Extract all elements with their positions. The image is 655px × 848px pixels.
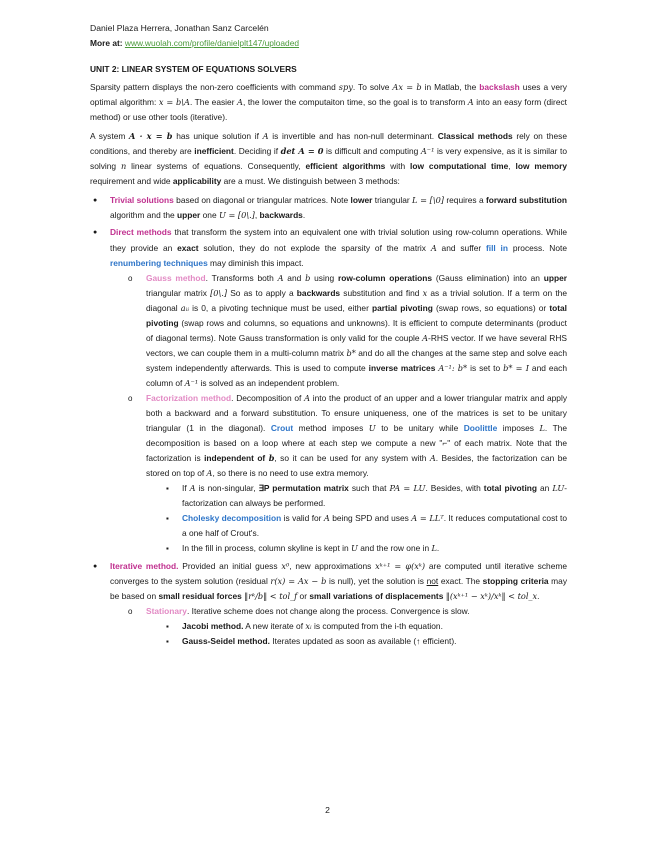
list-item-gauss: o Gauss method. Transforms both A and b using row-column operations (Gauss elimination) into an upper triangular matrix [0\.] So as to apply a backwards substitution and find x as a trivial solution. If a term on the diagonal aᵢᵢ is 0, a pivoting technique must be used, either partial pivoting (swap rows, so equations) or total pivoting (swap rows and columns, so equations and unknowns). It is efficient to compute determinants (product of diagonal terms). Note Gauss transformation is only valid for the couple A-RHS vector. If we have several RHS vectors, we can couple them in a multi-column matrix b* and do all the changes at the same step and solve each system independently afterwards. This is used to compute inverse matrices A⁻¹: b* is set to b* = I and each column of A⁻¹ is solved as an independent problem. (128, 271, 567, 391)
more-label: More at: (90, 38, 123, 48)
list-item-direct: ● Direct methods that transform the system into an equivalent one with trivial solution using row-column operations. While they provide an exact solution, they do not explode the sparsity of the matrix A and suffer fill in process. Note renumbering techniques may diminish this impact. o Gauss method. Transforms both A and b using row-column operations (Gauss elimination) into an upper triangular matrix [0\.] So as to apply a backwards substitution and find x as a trivial solution. If a term on the diagonal aᵢᵢ is 0, a pivoting technique must be used, either partial pivoting (swap rows, so equations) or total pivoting (swap rows and columns, so equations and unknowns). It is efficient to compute determinants (product of diagonal terms). Note Gauss transformation is only valid for the couple A-RHS vector. If we have several RHS vectors, we can couple them in a multi-column matrix b* and do all the changes at the same step and solve each system independently afterwards. This is used to compute inverse matrices A⁻¹: b* is set to b* = I and each column of A⁻¹ is solved as an independent problem. o Factorization method. Decomposition of A into the product of an upper and a lower triangular matrix and apply both a backward and a forward substitution. To ensure uniqueness, one of the matrices is set to be unitary triangular (1 in the diagonal). Crout method imposes U to be unitary while Doolittle imposes L. The decomposition is based on a loop where at each step we compute a new "⌐" of each matrix. Note that the factorization is independent of b, so it can be used for any system with A. Besides, the factorization can be stored on top of A, so there is no need to use extra memory. ▪ If A is non-singular, ∃P permutation matrix such that PA = LU. Besides, with total pivoting an LU-factorization can always be performed. ▪ Cholesky decomposition is valid for A being SPD and uses A = LLᵀ. It reduces computational cost to a one half of Crout's. ▪ In the fill in process, column skyline is kept in U and the row one in L. (90, 225, 567, 556)
document-body (90, 62, 567, 651)
page-number: 2 (325, 805, 330, 815)
list-item-trivial: ● Trivial solutions based on diagonal or triangular matrices. Note lower triangular L = [\0] requires a forward substitution algorithm and the upper one U = [0\.], backwards. (90, 193, 567, 223)
paragraph-sparsity: Sparsity pattern displays the non-zero coefficients with command spy. To solve Ax = b in Matlab, the backslash uses a very optimal algorithm: x = b\A. The easier A, the lower the computaiton time, so the goal is to transform A into an easy form (direct method) or use other tools (iterative). (90, 82, 567, 123)
list-item-factorization: o Factorization method. Decomposition of A into the product of an upper and a lower triangular matrix and apply both a backward and a forward substitution. To ensure uniqueness, one of the matrices is set to be unitary triangular (1 in the diagonal). Crout method imposes U to be unitary while Doolittle imposes L. The decomposition is based on a loop where at each step we compute a new "⌐" of each matrix. Note that the factorization is independent of b, so it can be used for any system with A. Besides, the factorization can be stored on top of A, so there is no need to use extra memory. ▪ If A is non-singular, ∃P permutation matrix such that PA = LU. Besides, with total pivoting an LU-factorization can always be performed. ▪ Cholesky decomposition is valid for A being SPD and uses A = LLᵀ. It reduces computational cost to a one half of Crout's. ▪ In the fill in process, column skyline is kept in U and the row one in L. (128, 391, 567, 557)
header-authors: Daniel Plaza Herrera, Jonathan Sanz Carcelén (90, 23, 269, 33)
header-more (90, 38, 299, 48)
profile-link[interactable]: www.wuolah.com/profile/danielplt147/uploaded (124, 38, 300, 48)
list-item-cholesky: ▪ Cholesky decomposition is valid for A being SPD and uses A = LLᵀ. It reduces computational cost to a one half of Crout's. (164, 511, 567, 541)
list-item-skyline: ▪ In the fill in process, column skyline is kept in U and the row one in L. (164, 541, 567, 556)
direct-sublist (110, 271, 567, 557)
unit-title: UNIT 2: LINEAR SYSTEM OF EQUATIONS SOLVERS (90, 64, 297, 74)
methods-list (90, 193, 567, 648)
list-item-permutation: ▪ If A is non-singular, ∃P permutation matrix such that PA = LU. Besides, with total pivoting an LU-factorization can always be performed. (164, 481, 567, 511)
list-item-gauss-seidel: ▪ Gauss-Seidel method. Iterates updated as soon as available (↑ efficient). (164, 634, 567, 649)
factorization-sublist (146, 481, 567, 556)
list-item-jacobi: ▪ Jacobi method. A new iterate of xᵢ is computed from the i-th equation. (164, 619, 567, 634)
paragraph-system: A system A · x = b has unique solution if A is invertible and has non-null determinant. Classical methods rely on these conditions, and thereby are inefficient. Deciding if det A = 0 is difficult and computing A⁻¹ is very expensive, as it is similar to solving n linear systems of equations. Consequently, efficient algorithms with low computational time, low memory requirement and wide applicability are a must. We distinguish between 3 methods: (90, 131, 568, 187)
stationary-sublist (146, 619, 567, 649)
list-item-iterative: ● Iterative method. Provided an initial guess x⁰, new approximations xᵏ⁺¹ = φ(xᵏ) are computed until iterative scheme converges to the system solution (residual r(x) = Ax − b is null), yet the solution is not exact. The stopping criteria may be based on small residual forces ‖rᵏ/b‖ < tol_f or small variations of displacements ‖(xᵏ⁺¹ − xᵏ)/xᵏ‖ < tol_x. o Stationary. Iterative scheme does not change along the process. Convergence is slow. ▪ Jacobi method. A new iterate of xᵢ is computed from the i-th equation. ▪ Gauss-Seidel method. Iterates updated as soon as available (↑ efficient). (90, 559, 567, 649)
list-item-stationary: o Stationary. Iterative scheme does not change along the process. Convergence is slow. ▪ Jacobi method. A new iterate of xᵢ is computed from the i-th equation. ▪ Gauss-Seidel method. Iterates updated as soon as available (↑ efficient). (128, 604, 567, 649)
iterative-sublist (110, 604, 567, 649)
